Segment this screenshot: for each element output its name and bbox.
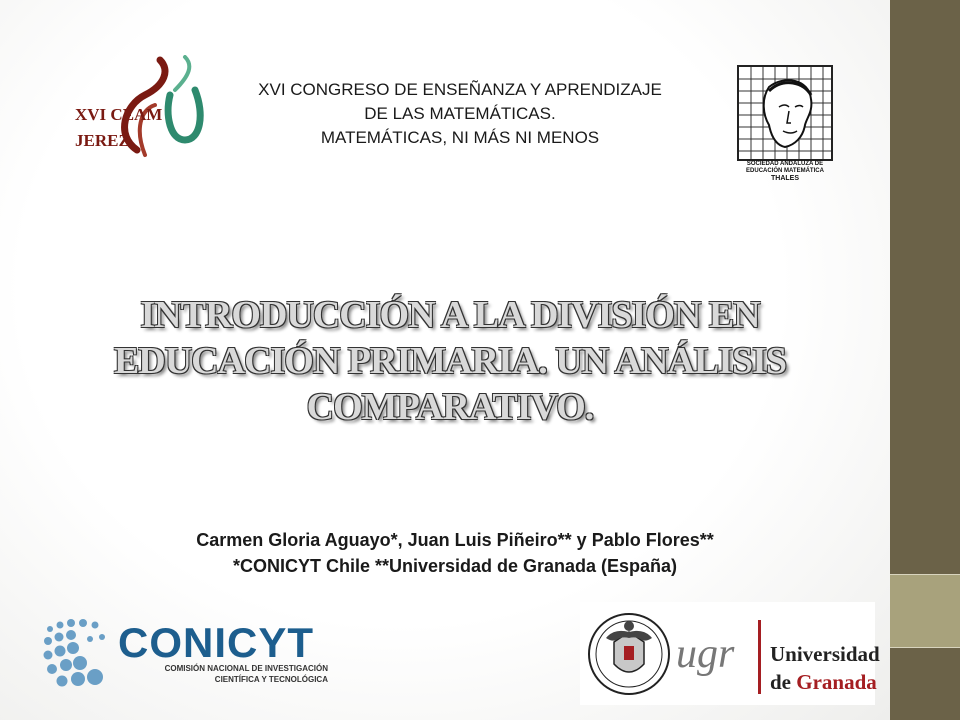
title-line-1: INTRODUCCIÓN A LA DIVISIÓN EN	[140, 294, 760, 336]
ceam-logo-line1: XVI CEAM	[75, 105, 163, 124]
ugr-name-city: Granada	[796, 670, 877, 694]
header-line-1: XVI CONGRESO DE ENSEÑANZA Y APRENDIZAJE	[258, 80, 662, 99]
sidebar-band-bottom	[890, 648, 960, 720]
authors-block	[100, 527, 810, 579]
ceam-logo-line2: JEREZ	[75, 131, 130, 150]
title-line-2: EDUCACIÓN PRIMARIA. UN ANÁLISIS	[113, 340, 787, 382]
ugr-seal-icon	[584, 602, 674, 705]
ugr-name-de: de	[770, 670, 797, 694]
header-line-3: MATEMÁTICAS, NI MÁS NI MENOS	[320, 128, 600, 147]
conicyt-subtitle-line2: CIENTÍFICA Y TECNOLÓGICA	[214, 675, 328, 684]
thales-caption	[737, 161, 833, 182]
presentation-title	[60, 292, 840, 430]
ugr-monogram: ugr	[676, 631, 735, 677]
sidebar-band-top	[890, 0, 960, 575]
ugr-name-line1: Universidad	[770, 642, 880, 666]
header-line-2: DE LAS MATEMÁTICAS.	[364, 104, 556, 123]
thales-logo	[737, 65, 833, 183]
sidebar-band-middle	[890, 575, 960, 648]
conicyt-subtitle	[118, 663, 328, 685]
conicyt-dots-icon	[40, 615, 118, 695]
thales-grid-emblem	[737, 65, 833, 161]
ugr-divider	[758, 620, 761, 694]
conicyt-wordmark: CONICYT	[118, 619, 314, 666]
thales-caption-line1: SOCIEDAD ANDALUZA DE	[746, 161, 824, 167]
ugr-name	[770, 640, 880, 696]
congress-header	[205, 78, 715, 150]
title-line-3: COMPARATIVO.	[306, 386, 594, 428]
thales-head-graphic	[739, 67, 831, 159]
conicyt-logo	[40, 615, 330, 695]
ugr-logo	[580, 602, 880, 705]
author-names: Carmen Gloria Aguayo*, Juan Luis Piñeiro** y Pablo Flores**	[196, 530, 714, 550]
thales-caption-line2: EDUCACIÓN MATEMÁTICA	[746, 168, 824, 174]
conicyt-subtitle-line1: COMISIÓN NACIONAL DE INVESTIGACIÓN	[164, 664, 328, 673]
author-affiliations: *CONICYT Chile **Universidad de Granada (España)	[232, 556, 678, 576]
ceam-jerez-logo	[75, 55, 215, 165]
thales-caption-line3: THALES	[771, 175, 799, 182]
decorative-sidebar	[890, 0, 960, 720]
ugr-name-line2	[770, 668, 880, 696]
